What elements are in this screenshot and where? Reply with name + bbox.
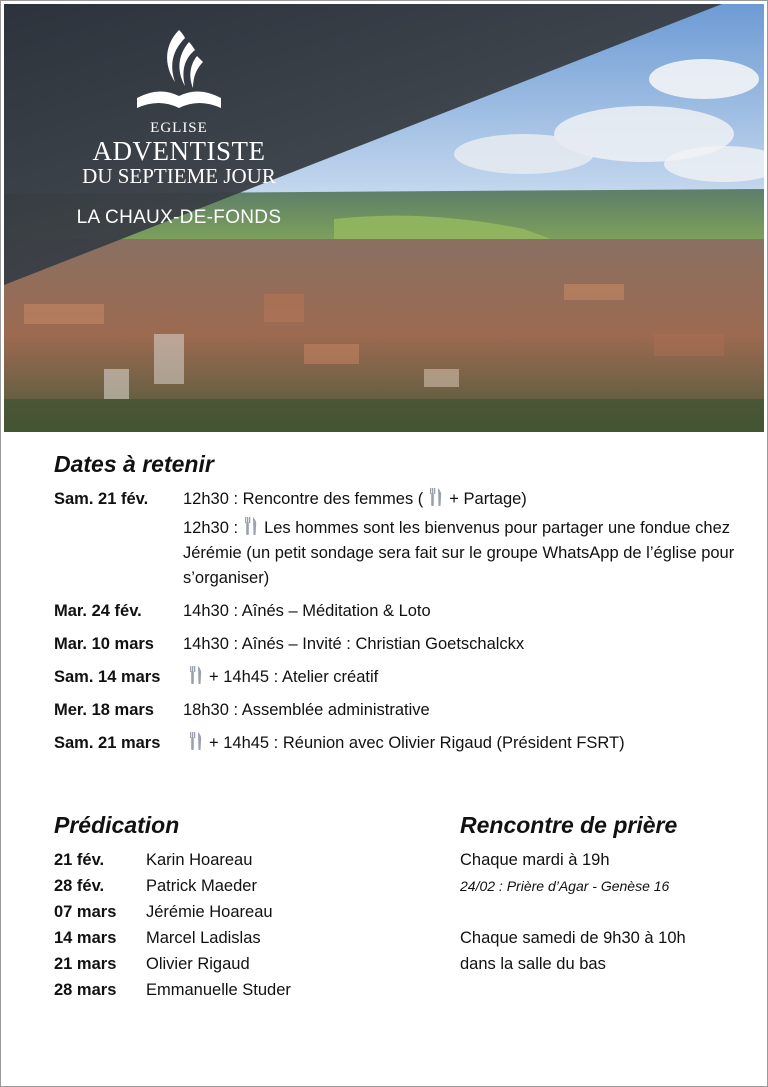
predication-date: 14 mars <box>54 929 117 947</box>
event-date: Sam. 21 mars <box>54 734 161 752</box>
event-row <box>54 599 744 628</box>
predication-preacher: Olivier Rigaud <box>146 955 250 973</box>
priere-saturday: Chaque samedi de 9h30 à 10h <box>460 929 686 947</box>
event-text-after-icon: Les hommes sont les bienvenus pour partager une fondue chez Jérémie (un petit sondage sera fait sur le groupe WhatsApp de l’église pour s’organiser) <box>183 519 735 587</box>
priere-block <box>460 847 750 977</box>
fork-knife-icon <box>429 487 443 507</box>
predication-date: 07 mars <box>54 903 117 921</box>
predication-row <box>54 873 291 899</box>
predication-date: 21 mars <box>54 955 117 973</box>
predication-preacher: Jérémie Hoareau <box>146 903 273 921</box>
logo-line-eglise: EGLISE <box>150 120 208 136</box>
predication-row <box>54 977 291 1003</box>
event-line <box>183 487 744 512</box>
predication-date: 28 mars <box>54 981 117 999</box>
event-text-after-icon: + Partage) <box>449 490 527 508</box>
event-row <box>54 487 744 595</box>
event-date: Mer. 18 mars <box>54 701 154 719</box>
event-date: Mar. 10 mars <box>54 635 154 653</box>
event-details <box>183 731 744 760</box>
dates-title: Dates à retenir <box>54 451 214 477</box>
event-date: Sam. 21 fév. <box>54 490 149 508</box>
event-details <box>183 665 744 694</box>
predication-date: 28 fév. <box>54 877 105 895</box>
predication-preacher: Emmanuelle Studer <box>146 981 291 999</box>
events-list <box>54 487 744 764</box>
event-row <box>54 665 744 694</box>
logo-line-septieme-jour: DU SEPTIEME JOUR <box>82 164 276 188</box>
event-line <box>183 665 744 690</box>
church-logo <box>4 24 354 229</box>
fork-knife-icon <box>189 665 203 685</box>
predication-title: Prédication <box>54 812 180 838</box>
logo-line-adventiste: ADVENTISTE <box>92 136 266 166</box>
event-text: 14h30 : Aînés – Méditation & Loto <box>183 602 431 620</box>
predication-list <box>54 847 291 1003</box>
predication-row <box>54 847 291 873</box>
predication-preacher: Patrick Maeder <box>146 877 257 895</box>
city-name: LA CHAUX-DE-FONDS <box>76 207 282 228</box>
priere-tuesday: Chaque mardi à 19h <box>460 851 610 869</box>
event-date: Mar. 24 fév. <box>54 602 142 620</box>
event-text: 12h30 : Rencontre des femmes ( <box>183 490 424 508</box>
event-details <box>183 599 744 628</box>
event-line <box>183 698 744 723</box>
fork-knife-icon <box>244 516 258 536</box>
event-details <box>183 487 744 595</box>
event-text: 18h30 : Assemblée administrative <box>183 701 430 719</box>
event-text-after-icon: + 14h45 : Atelier créatif <box>209 668 379 686</box>
event-date: Sam. 14 mars <box>54 668 161 686</box>
event-line <box>183 599 744 624</box>
event-details <box>183 632 744 661</box>
priere-room: dans la salle du bas <box>460 955 606 973</box>
event-line <box>183 516 744 591</box>
event-details <box>183 698 744 727</box>
predication-preacher: Marcel Ladislas <box>146 929 261 947</box>
fork-knife-icon <box>189 731 203 751</box>
flame-bible-icon <box>131 24 227 114</box>
spacer <box>460 899 750 925</box>
priere-title: Rencontre de prière <box>460 812 678 838</box>
event-line <box>183 731 744 756</box>
event-row <box>54 731 744 760</box>
predication-row <box>54 951 291 977</box>
event-text: 14h30 : Aînés – Invité : Christian Goetschalckx <box>183 635 525 653</box>
event-row <box>54 698 744 727</box>
event-row <box>54 632 744 661</box>
event-text-after-icon: + 14h45 : Réunion avec Olivier Rigaud (Président FSRT) <box>209 734 625 752</box>
predication-date: 21 fév. <box>54 851 105 869</box>
predication-row <box>54 925 291 951</box>
priere-note: 24/02 : Prière d’Agar - Genèse 16 <box>460 878 670 894</box>
header-photo <box>4 4 764 432</box>
predication-preacher: Karin Hoareau <box>146 851 253 869</box>
event-line <box>183 632 744 657</box>
event-text: 12h30 : <box>183 519 239 537</box>
predication-row <box>54 899 291 925</box>
